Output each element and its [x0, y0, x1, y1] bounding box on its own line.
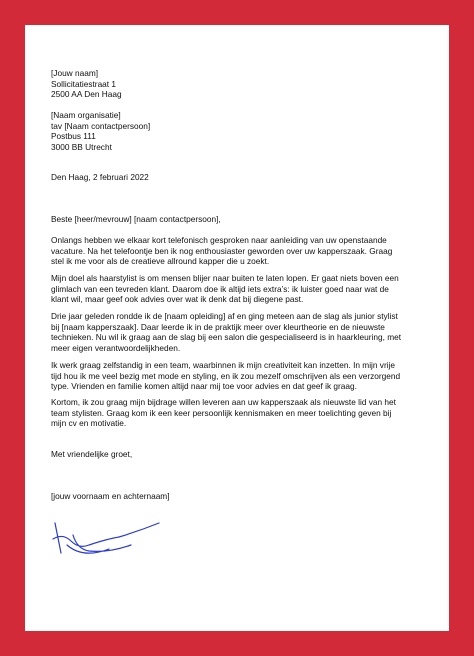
recipient-postbox: Postbus 111 [51, 131, 96, 141]
paragraph-1 [51, 235, 421, 267]
sender-address [51, 68, 421, 100]
paragraph-line: Mijn doel als haarstylist is om mensen blijer naar buiten te laten lopen. Er gaat niets boven een [51, 273, 399, 283]
sender-name: [Jouw naam] [51, 68, 99, 78]
sender-city: 2500 AA Den Haag [51, 89, 122, 99]
paragraph-line: Drie jaar geleden rondde ik de [naam opleiding] af en ging meteen aan de slag als junior stylist [51, 311, 398, 321]
paragraph-line: meer eigen verantwoordelijkheden. [51, 342, 181, 353]
recipient-contact: tav [Naam contactpersoon] [51, 120, 151, 131]
paragraph-line: type. Vrienden en familie komen altijd naar mij toe voor advies en dat geef ik graag. [51, 381, 357, 391]
recipient-city: 3000 BB Utrecht [51, 141, 112, 152]
signature-name: [jouw voornaam en achternaam] [51, 491, 170, 501]
paragraph-line: team stylisten. Graag kom ik een keer persoonlijk kennismaken en meer toelichting geven bij [51, 407, 392, 418]
paragraph-line: technieken. Nu wil ik graag aan de slag bij een salon die gespecialiseerd is in haarkleuring, met [51, 332, 402, 342]
paragraph-line: Onlangs hebben we elkaar kort telefonisch gesproken naar aanleiding van uw openstaande [51, 235, 387, 245]
paragraph-line: glimlach van een tevreden klant. Daarom doe ik altijd iets extra’s: ik luister goed naar wat de [51, 283, 389, 294]
paragraph-line: vacature. Na het telefoontje ben ik nog enthousiaster geworden over uw kapperszaak. Graag [51, 245, 393, 256]
paragraph-line: Kortom, ik zou graag mijn bijdrage willen leveren aan uw kapperszaak als nieuwste lid van het [51, 397, 396, 407]
paragraph-line: Ik werk graag zelfstandig in een team, waarbinnen ik mijn creativiteit kan inzetten. In mijn vrije [51, 360, 396, 370]
paragraph-5 [51, 397, 421, 429]
recipient-organization: [Naam organisatie] [51, 110, 121, 120]
paragraph-line: klant wil, maar geef ook advies over wat ik denk dat bij diegene past. [51, 294, 304, 304]
recipient-address [51, 110, 421, 152]
paragraph-line: mijn cv en motivatie. [51, 418, 127, 428]
paragraph-3 [51, 311, 421, 353]
paragraph-line: bij [naam kapperszaak]. Daar leerde ik in de praktijk meer over kleurtheorie en de nieuwste [51, 321, 385, 332]
paragraph-line: tijd hou ik me veel bezig met mode en styling, en ik zou mezelf omschrijven als een verzorgend [51, 370, 401, 381]
date-line: Den Haag, 2 februari 2022 [51, 172, 149, 182]
sender-street: Sollicitatiestraat 1 [51, 78, 117, 89]
paragraph-line: stel ik me voor als de creatieve allround kapper die u zoekt. [51, 256, 270, 266]
closing: Met vriendelijke groet, [51, 449, 133, 459]
paragraph-2 [51, 273, 421, 305]
paragraph-4 [51, 360, 421, 392]
handwritten-signature [49, 515, 169, 563]
salutation: Beste [heer/mevrouw] [naam contactpersoon], [51, 214, 221, 224]
letter-page [25, 25, 449, 631]
